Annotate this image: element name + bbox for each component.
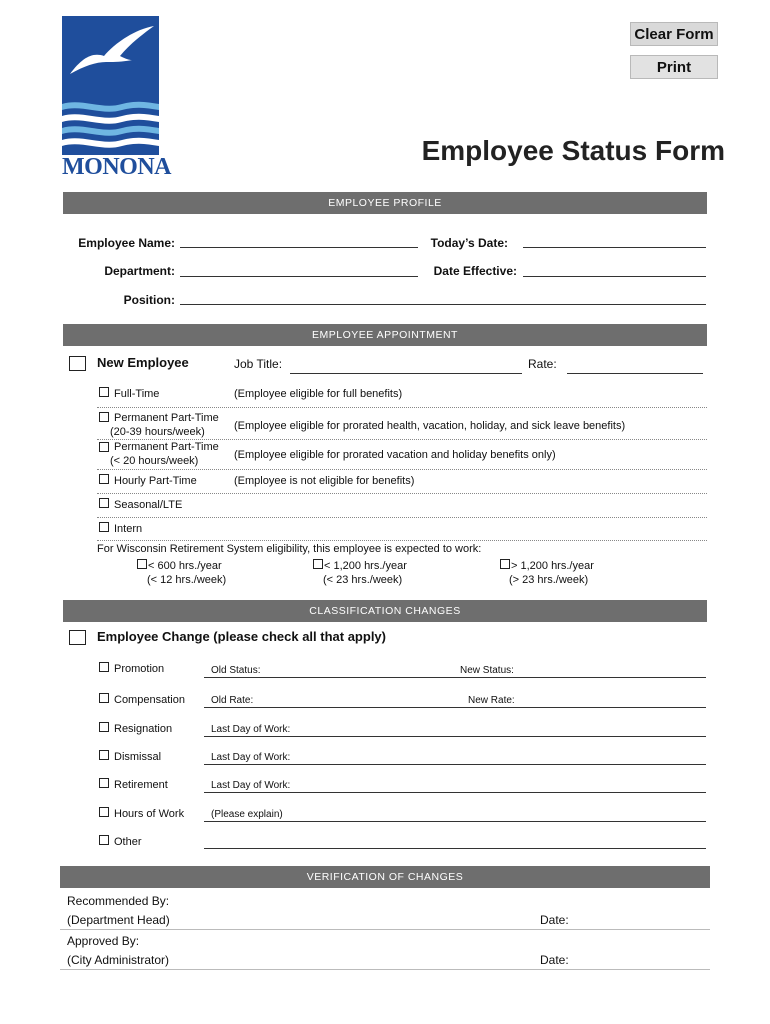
permanent-part-time-20-39-checkbox[interactable]	[99, 412, 109, 422]
employee-change-checkbox[interactable]	[69, 630, 86, 645]
hourly-part-time-label: Hourly Part-Time	[114, 475, 197, 487]
hourly-part-time-checkbox[interactable]	[99, 474, 109, 484]
wrs-eligibility-text: For Wisconsin Retirement System eligibility, this employee is expected to work:	[97, 543, 482, 555]
new-employee-checkbox[interactable]	[69, 356, 86, 371]
full-time-checkbox[interactable]	[99, 387, 109, 397]
date-label-approved: Date:	[540, 953, 569, 967]
retirement-last-day-label: Last Day of Work:	[211, 780, 291, 791]
compensation-checkbox[interactable]	[99, 693, 109, 703]
wrs-under-1200-checkbox[interactable]	[313, 559, 323, 569]
wrs-over-1200-label: > 1,200 hrs./year	[511, 560, 594, 572]
employee-name-field[interactable]	[180, 247, 418, 248]
department-label: Department:	[104, 264, 175, 278]
retirement-field[interactable]	[204, 792, 706, 793]
hours-of-work-checkbox[interactable]	[99, 807, 109, 817]
promotion-checkbox[interactable]	[99, 662, 109, 672]
intern-label: Intern	[114, 523, 143, 535]
permanent-part-time-under-20-checkbox[interactable]	[99, 442, 109, 452]
retirement-checkbox[interactable]	[99, 778, 109, 788]
full-time-note: (Employee eligible for full benefits)	[234, 388, 403, 400]
date-label-recommended: Date:	[540, 913, 569, 927]
position-field[interactable]	[180, 304, 706, 305]
hours-of-work-label: Hours of Work	[114, 808, 185, 820]
recommended-signature-line[interactable]	[60, 929, 710, 930]
clear-form-button[interactable]: Clear Form	[630, 22, 718, 46]
department-head-label: (Department Head)	[67, 913, 170, 927]
full-time-label: Full-Time	[114, 388, 160, 400]
new-rate-label: New Rate:	[468, 695, 515, 706]
permanent-part-time-under-20-note: (Employee eligible for prorated vacation and holiday benefits only)	[234, 449, 556, 461]
promotion-field[interactable]	[204, 677, 706, 678]
wrs-under-600-weekly: (< 12 hrs./week)	[147, 574, 227, 586]
resignation-field[interactable]	[204, 736, 706, 737]
row-divider	[97, 493, 707, 494]
rate-field[interactable]	[567, 373, 703, 374]
permanent-part-time-20-39-note: (Employee eligible for prorated health, vacation, holiday, and sick leave benefits)	[234, 420, 626, 432]
todays-date-label: Today’s Date:	[430, 236, 508, 250]
other-field[interactable]	[204, 848, 706, 849]
department-field[interactable]	[180, 276, 418, 277]
intern-checkbox[interactable]	[99, 522, 109, 532]
resignation-label: Resignation	[114, 723, 173, 735]
row-divider	[97, 517, 707, 518]
other-label: Other	[114, 836, 142, 848]
date-effective-field[interactable]	[523, 276, 706, 277]
wrs-under-600-checkbox[interactable]	[137, 559, 147, 569]
permanent-part-time-under-20-hours: (< 20 hours/week)	[110, 455, 199, 467]
date-effective-label: Date Effective:	[433, 264, 517, 278]
other-checkbox[interactable]	[99, 835, 109, 845]
section-bar-employee-profile: EMPLOYEE PROFILE	[63, 192, 707, 214]
resignation-checkbox[interactable]	[99, 722, 109, 732]
section-bar-employee-appointment: EMPLOYEE APPOINTMENT	[63, 324, 707, 346]
dismissal-checkbox[interactable]	[99, 750, 109, 760]
row-divider	[97, 407, 707, 408]
city-administrator-label: (City Administrator)	[67, 953, 170, 967]
employee-change-label: Employee Change (please check all that apply)	[97, 629, 386, 644]
print-button[interactable]: Print	[630, 55, 718, 79]
row-divider	[97, 540, 707, 541]
row-divider	[97, 439, 707, 440]
job-title-label: Job Title:	[234, 357, 283, 371]
approved-signature-line[interactable]	[60, 969, 710, 970]
page-title: Employee Status Form	[421, 135, 725, 166]
new-employee-label: New Employee	[97, 355, 189, 370]
dismissal-label: Dismissal	[114, 751, 162, 763]
compensation-field[interactable]	[204, 707, 706, 708]
permanent-part-time-under-20-label: Permanent Part-Time	[114, 441, 219, 453]
dismissal-field[interactable]	[204, 764, 706, 765]
new-status-label: New Status:	[460, 665, 514, 676]
seasonal-lte-label: Seasonal/LTE	[114, 499, 183, 511]
hours-of-work-explain-label: (Please explain)	[211, 809, 283, 820]
wrs-over-1200-checkbox[interactable]	[500, 559, 510, 569]
employee-name-label: Employee Name:	[78, 236, 175, 250]
hourly-part-time-note: (Employee is not eligible for benefits)	[234, 475, 415, 487]
rate-label: Rate:	[528, 357, 557, 371]
hours-of-work-field[interactable]	[204, 821, 706, 822]
row-divider	[97, 469, 707, 470]
permanent-part-time-20-39-label: Permanent Part-Time	[114, 412, 219, 424]
promotion-label: Promotion	[114, 663, 165, 675]
section-bar-classification-changes: CLASSIFICATION CHANGES	[63, 600, 707, 622]
recommended-by-label: Recommended By:	[67, 894, 170, 908]
compensation-label: Compensation	[114, 694, 185, 706]
permanent-part-time-20-39-hours: (20-39 hours/week)	[110, 426, 205, 438]
todays-date-field[interactable]	[523, 247, 706, 248]
position-label: Position:	[123, 293, 175, 307]
wrs-under-1200-label: < 1,200 hrs./year	[324, 560, 407, 572]
wrs-under-1200-weekly: (< 23 hrs./week)	[323, 574, 403, 586]
old-rate-label: Old Rate:	[211, 695, 254, 706]
logo-wordmark: MONONA	[62, 154, 171, 180]
wrs-under-600-label: < 600 hrs./year	[148, 560, 222, 572]
job-title-field[interactable]	[290, 373, 522, 374]
section-bar-verification-of-changes: VERIFICATION OF CHANGES	[60, 866, 710, 888]
seasonal-lte-checkbox[interactable]	[99, 498, 109, 508]
resignation-last-day-label: Last Day of Work:	[211, 724, 291, 735]
retirement-label: Retirement	[114, 779, 168, 791]
wrs-over-1200-weekly: (> 23 hrs./week)	[509, 574, 589, 586]
monona-logo	[62, 16, 171, 184]
old-status-label: Old Status:	[211, 665, 261, 676]
dismissal-last-day-label: Last Day of Work:	[211, 752, 291, 763]
approved-by-label: Approved By:	[67, 934, 140, 948]
